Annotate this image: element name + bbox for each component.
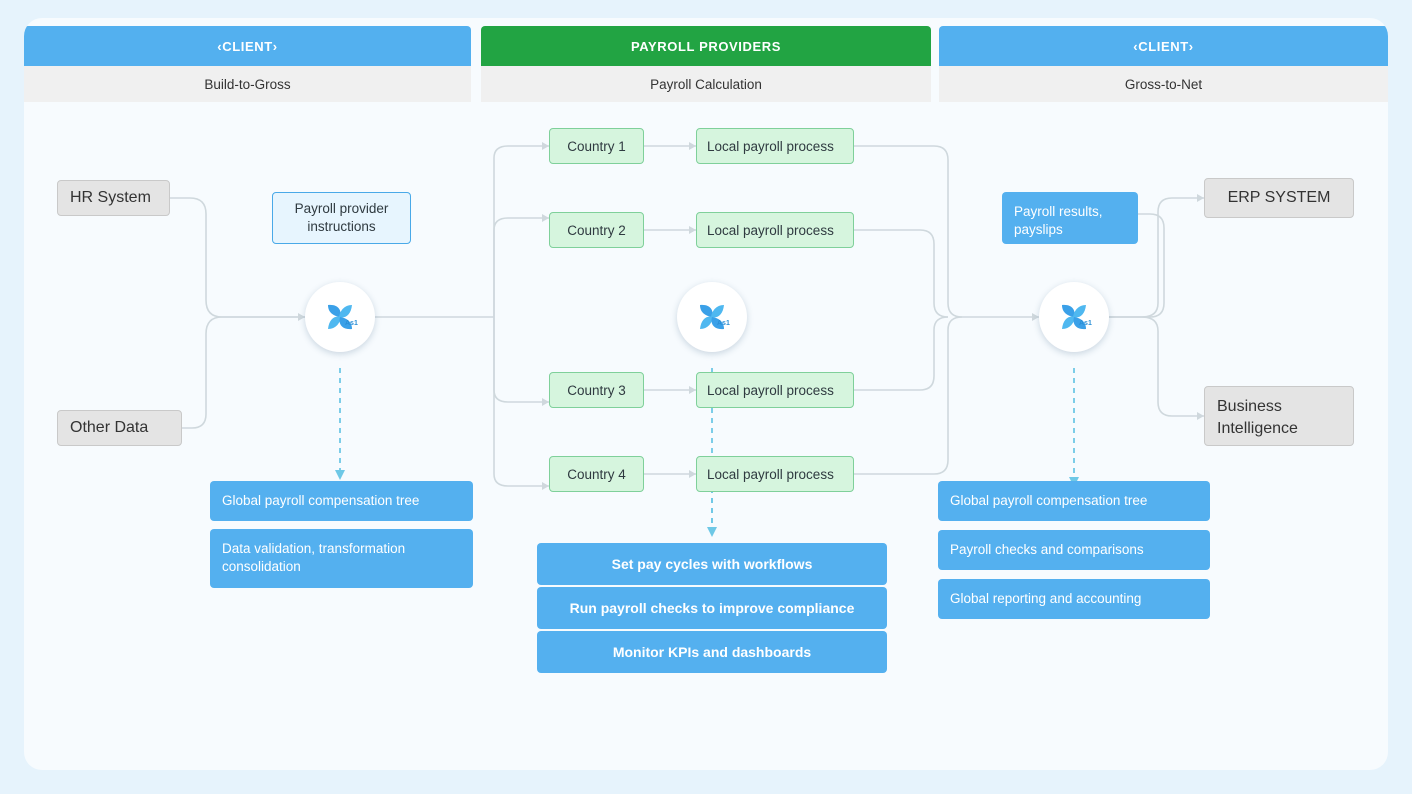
hub-logo-build-to-gross bbox=[305, 282, 375, 352]
node-country-1[interactable]: Country 1 bbox=[549, 128, 644, 164]
node-global-payroll-compensation-tree-right[interactable]: Global payroll compensation tree bbox=[938, 481, 1210, 521]
node-global-reporting-and-accounting[interactable]: Global reporting and accounting bbox=[938, 579, 1210, 619]
asi-logo-icon bbox=[690, 295, 734, 339]
column-subtitle-payroll-calculation: Payroll Calculation bbox=[481, 66, 931, 102]
node-payroll-provider-instructions[interactable]: Payroll provider instructions bbox=[272, 192, 411, 244]
hub-logo-gross-to-net bbox=[1039, 282, 1109, 352]
node-global-payroll-compensation-tree-left[interactable]: Global payroll compensation tree bbox=[210, 481, 473, 521]
node-country-4[interactable]: Country 4 bbox=[549, 456, 644, 492]
node-run-payroll-checks[interactable]: Run payroll checks to improve compliance bbox=[537, 587, 887, 629]
node-monitor-kpis[interactable]: Monitor KPIs and dashboards bbox=[537, 631, 887, 673]
node-local-payroll-process-2[interactable]: Local payroll process bbox=[696, 212, 854, 248]
node-payroll-results-payslips[interactable]: Payroll results, payslips bbox=[1002, 192, 1138, 244]
node-other-data[interactable]: Other Data bbox=[57, 410, 182, 446]
hub-logo-payroll-calculation bbox=[677, 282, 747, 352]
node-hr-system[interactable]: HR System bbox=[57, 180, 170, 216]
diagram-board bbox=[24, 18, 1388, 770]
node-business-intelligence[interactable]: Business Intelligence bbox=[1204, 386, 1354, 446]
node-country-3[interactable]: Country 3 bbox=[549, 372, 644, 408]
node-local-payroll-process-4[interactable]: Local payroll process bbox=[696, 456, 854, 492]
column-subtitle-gross-to-net: Gross-to-Net bbox=[939, 66, 1388, 102]
node-data-validation-transformation[interactable]: Data validation, transformation consolidation bbox=[210, 529, 473, 588]
svg-text:As1: As1 bbox=[717, 320, 730, 327]
node-payroll-checks-and-comparisons[interactable]: Payroll checks and comparisons bbox=[938, 530, 1210, 570]
node-erp-system[interactable]: ERP SYSTEM bbox=[1204, 178, 1354, 218]
asi-logo-icon bbox=[318, 295, 362, 339]
column-header-payroll-providers: PAYROLL PROVIDERS bbox=[481, 26, 931, 66]
node-set-pay-cycles[interactable]: Set pay cycles with workflows bbox=[537, 543, 887, 585]
svg-text:As1: As1 bbox=[345, 320, 358, 327]
node-country-2[interactable]: Country 2 bbox=[549, 212, 644, 248]
node-local-payroll-process-1[interactable]: Local payroll process bbox=[696, 128, 854, 164]
column-subtitle-build-to-gross: Build-to-Gross bbox=[24, 66, 471, 102]
node-local-payroll-process-3[interactable]: Local payroll process bbox=[696, 372, 854, 408]
column-header-client-left: ‹CLIENT› bbox=[24, 26, 471, 66]
column-header-client-right: ‹CLIENT› bbox=[939, 26, 1388, 66]
asi-logo-icon bbox=[1052, 295, 1096, 339]
svg-text:As1: As1 bbox=[1079, 320, 1092, 327]
